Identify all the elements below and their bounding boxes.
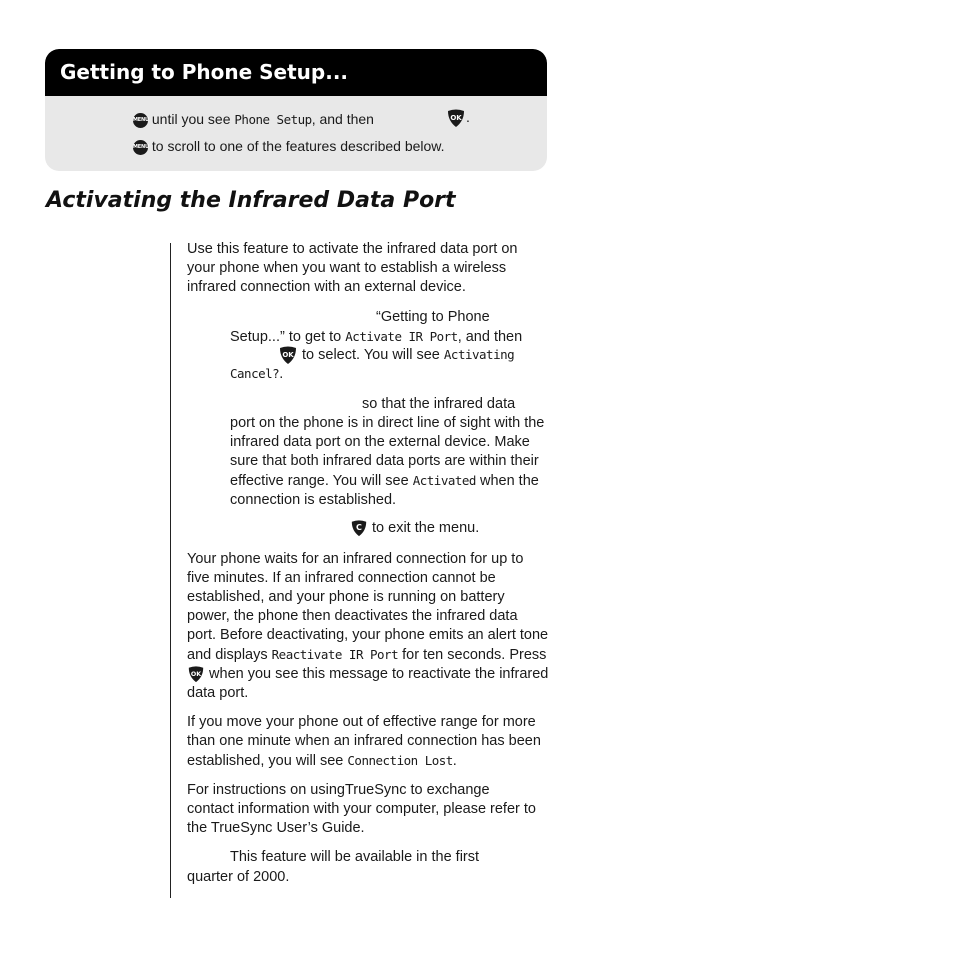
note-line1: This feature will be available in the first [230,849,480,865]
box-line-1-ok: OK . [446,108,470,128]
step2-body: port on the phone is in direct line of sight with the infrared data port on the external device. Make sure that both infrared data ports are within their effective range. You will see Activated when the connection is established. [230,415,545,508]
step1-line1: “Getting to Phone [376,309,490,325]
menu-key-icon: MENU [133,140,148,155]
svg-text:OK: OK [190,670,202,678]
menu-key-icon: MENU [133,113,148,128]
lcd-reactivate-ir-port: Reactivate IR Port [271,647,399,662]
svg-text:C: C [356,521,362,532]
phone-setup-title: Getting to Phone Setup... [45,49,547,96]
note-line2: quarter of 2000. [187,869,290,885]
ok-key-icon [278,345,298,365]
lcd-activate-ir-port: Activate IR Port [345,329,458,344]
lcd-connection-lost: Connection Lost [347,753,453,768]
lcd-cancel: Cancel? [230,366,280,381]
c-key-icon [350,519,368,537]
step1-line3: OK to select. You will see Activating [230,345,514,365]
box-line-1: MENU until you see Phone Setup, and then [133,111,374,127]
truesync-paragraph: For instructions on usingTrueSync to exchange contact information with your computer, please refer to the TrueSync User’s Guide. [187,782,536,836]
section-title: Activating the Infrared Data Port [46,188,456,213]
intro-paragraph: Use this feature to activate the infrared data port on your phone when you want to establish a wireless infrared connection with an external device. [187,241,518,295]
range-paragraph: If you move your phone out of effective range for more than one minute when an infrared connection has been established, you will see Connection Lost. [187,714,541,769]
wait-paragraph: Your phone waits for an infrared connection for up to five minutes. If an infrared connection cannot be established, and your phone is running on battery power, the phone then deactivates the infrared data port. Before deactivating, your phone emits an alert tone and displays Reactivate IR Port for ten seconds. Press OK when you see this message to reactivate the infrared data port. [187,551,549,701]
margin-rule [170,243,171,898]
svg-text:OK: OK [282,351,294,360]
lcd-phone-setup: Phone Setup [234,112,312,127]
step1-line4: Cancel?. [230,366,284,382]
lcd-activating: Activating [443,347,515,362]
box-line-2: MENU to scroll to one of the features described below. [133,138,445,154]
step3-line: C to exit the menu. [350,519,479,538]
lcd-activated: Activated [412,473,476,488]
ok-key-icon [446,108,466,128]
step2-line1: so that the infrared data [362,396,516,412]
svg-text:OK: OK [450,114,462,123]
step1-line2: Setup...” to get to Activate IR Port, and then [230,329,523,345]
ok-key-icon [187,665,205,683]
